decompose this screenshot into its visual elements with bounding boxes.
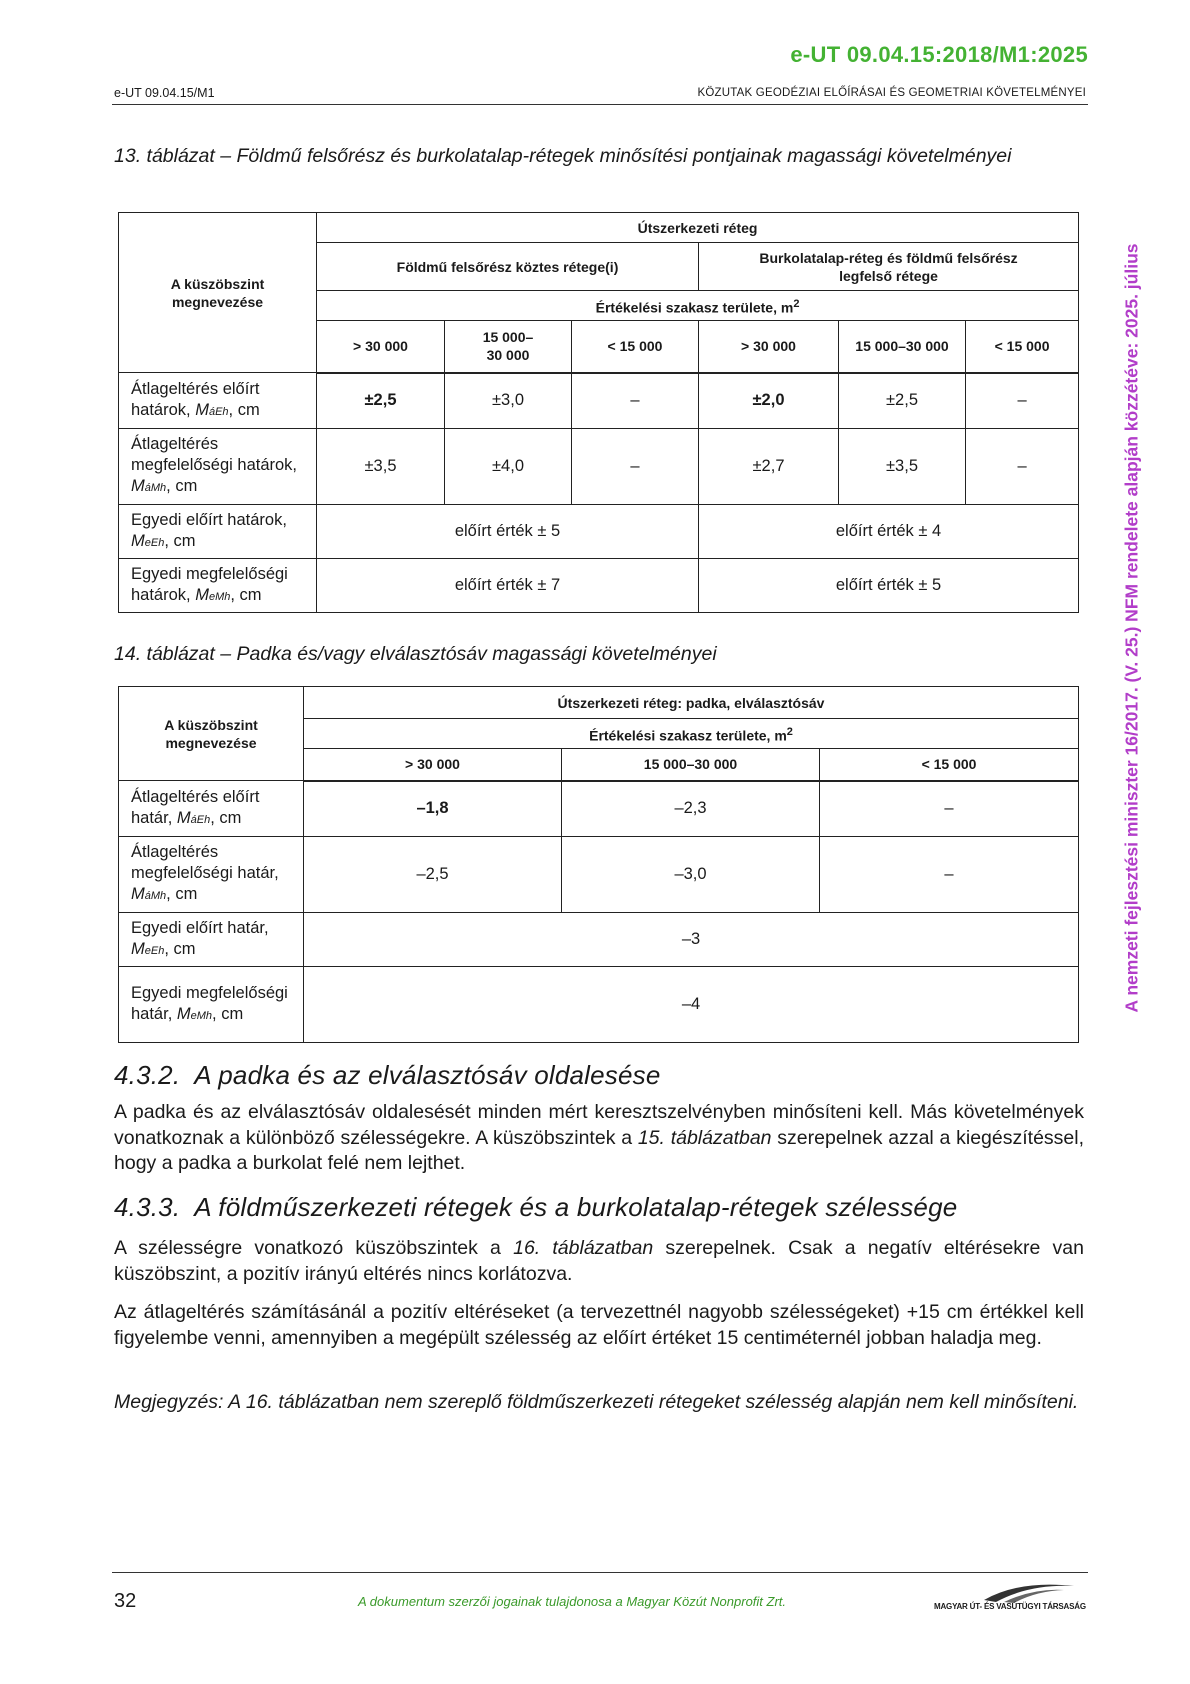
table-cell: ±3,5 [839, 429, 966, 505]
table-row [119, 505, 1079, 559]
table-cell: előírt érték ± 4 [699, 505, 1079, 559]
table-cell: előírt érték ± 5 [317, 505, 699, 559]
copyright-notice: A dokumentum szerzői jogainak tulajdonosa a Magyar Közút Nonprofit Zrt. [358, 1594, 787, 1609]
table-row [119, 559, 1079, 613]
table-cell: ±2,5 [317, 373, 445, 429]
table-cell: ±3,5 [317, 429, 445, 505]
paragraph-oldaleses: A padka és az elválasztósáv oldalesését minden mért keresztszelvényben minősíteni kell. Más követelmények vonatkoznak a különböző szélességekre. A küszöbszintek a 15. táblázatban szerepelnek azzal a kiegészítéssel, hogy a padka a burkolat felé nem lejthet. [114, 1101, 1085, 1174]
row-label: Átlageltérés előírt határ, MáEh, cm [119, 781, 304, 837]
table13-col-header: < 15 000 [966, 321, 1079, 373]
table14 [118, 686, 1079, 1043]
table13-area-header: Értékelési szakasz területe, $m^2$ [317, 291, 1079, 321]
page-number: 32 [114, 1590, 137, 1612]
paragraph-atlageltérés: Az átlageltérés számításánál a pozitív eltéréseket (a tervezettnél nagyobb szélességeket) +15 cm értékkel kell figyelembe venni, amennyiben a megépült szélesség az előírt értéket 15 centiméternél jobban haladja meg. [114, 1301, 1084, 1349]
section-heading-4-3-2: 4.3.2. A padka és az elválasztósáv oldalesése [114, 1060, 661, 1090]
row-label: Egyedi előírt határ, MeEh, cm [119, 913, 304, 967]
table14-corner: A küszöbszint megnevezése [119, 687, 304, 781]
table14-col-header: > 30 000 [304, 749, 562, 781]
table-cell: –2,5 [304, 837, 562, 913]
table-cell: – [966, 429, 1079, 505]
table13-col-header: 15 000– 30 000 [445, 321, 572, 373]
table13-corner: A küszöbszint megnevezése [119, 213, 317, 373]
header-left: e-UT 09.04.15/M1 [114, 86, 215, 100]
note-paragraph: Megjegyzés: A 16. táblázatban nem szereplő földműszerkezeti rétegeket szélesség alapján nem kell minősíteni. [114, 1391, 1079, 1413]
row-label: Átlageltérés előírt határok, MáEh, cm [119, 373, 317, 429]
table13-col-header: < 15 000 [572, 321, 699, 373]
table14-caption: 14. táblázat – Padka és/vagy elválasztósáv magassági követelményei [114, 643, 717, 665]
table-row [119, 373, 1079, 429]
table-cell: –2,3 [562, 781, 820, 837]
table14-col-header: 15 000–30 000 [562, 749, 820, 781]
logo-text: MAGYAR ÚT- ÉS VASÚTÜGYI TÁRSASÁG [934, 1602, 1086, 1611]
table-cell: ±2,7 [699, 429, 839, 505]
section-heading-4-3-3: 4.3.3. A földműszerkezeti rétegek és a burkolatalap-rétegek szélessége [114, 1192, 958, 1222]
header-rule [112, 104, 1088, 105]
row-label: Egyedi előírt határok, MeEh, cm [119, 505, 317, 559]
paragraph-szelesseg: A szélességre vonatkozó küszöbszintek a 16. táblázatban szerepelnek. Csak a negatív eltérésekre van küszöbszint, a pozitív irányú eltérés nincs korlátozva. [114, 1237, 1084, 1285]
table-cell: ±2,0 [699, 373, 839, 429]
table14-col-header: < 15 000 [820, 749, 1079, 781]
table13-subheader-2: Burkolatalap-réteg és földmű felsőrész legfelső rétege [699, 243, 1079, 291]
table13-col-header: > 30 000 [699, 321, 839, 373]
table13 [118, 212, 1079, 613]
table-row [119, 837, 1079, 913]
table13-caption: 13. táblázat – Földmű felsőrész és burkolatalap-rétegek minősítési pontjainak magassági követelményei [114, 145, 1012, 167]
publication-side-note: A nemzeti fejlesztési miniszter 16/2017. (V. 25.) NFM rendelete alapján közzétéve: 2025. július [1121, 243, 1142, 1013]
table-cell: ±2,5 [839, 373, 966, 429]
table14-group-header: Útszerkezeti réteg: padka, elválasztósáv [304, 687, 1079, 719]
row-label: Egyedi megfelelőségi határok, MeMh, cm [119, 559, 317, 613]
row-label: Átlageltérés megfelelőségi határok, MáMh, cm [119, 429, 317, 505]
table-cell: ±3,0 [445, 373, 572, 429]
row-label: Egyedi megfelelőségi határ, MeMh, cm [119, 967, 304, 1043]
table-row [119, 967, 1079, 1043]
row-label: Átlageltérés megfelelőségi határ, MáMh, cm [119, 837, 304, 913]
table-cell: – [572, 429, 699, 505]
table-cell: ±4,0 [445, 429, 572, 505]
table-row [119, 429, 1079, 505]
mavt-logo [924, 1578, 1094, 1616]
table13-group-header: Útszerkezeti réteg [317, 213, 1079, 243]
table-row [119, 781, 1079, 837]
table13-col-header: 15 000–30 000 [839, 321, 966, 373]
table-cell: – [820, 837, 1079, 913]
table-cell: – [820, 781, 1079, 837]
table13-subheader-1: Földmű felsőrész köztes rétege(i) [317, 243, 699, 291]
table-cell: előírt érték ± 7 [317, 559, 699, 613]
table-cell: – [572, 373, 699, 429]
table-cell: előírt érték ± 5 [699, 559, 1079, 613]
table-cell: –3,0 [562, 837, 820, 913]
table-cell: –4 [304, 967, 1079, 1043]
logo-swoosh-icon [924, 1578, 1094, 1604]
footer-rule [112, 1572, 1088, 1573]
table-cell: –3 [304, 913, 1079, 967]
table-cell: –1,8 [304, 781, 562, 837]
header-right: KÖZUTAK GEODÉZIAI ELŐÍRÁSAI ÉS GEOMETRIAI KÖVETELMÉNYEI [697, 87, 1086, 99]
table-cell: – [966, 373, 1079, 429]
table14-area-header: Értékelési szakasz területe, $m^2$ [304, 719, 1079, 749]
table13-col-header: > 30 000 [317, 321, 445, 373]
document-code: e-UT 09.04.15:2018/M1:2025 [790, 42, 1088, 67]
table-row [119, 913, 1079, 967]
